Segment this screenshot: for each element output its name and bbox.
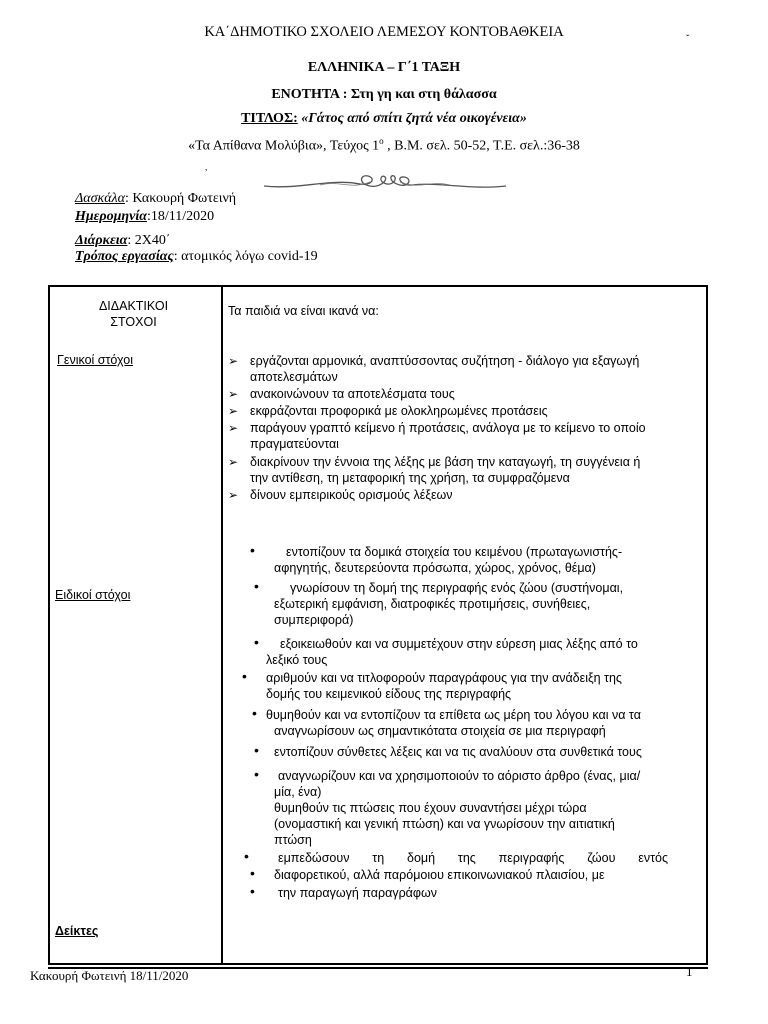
source-part-b: , Β.Μ. σελ. 50-52, Τ.Ε. σελ.:36-38 [383,138,580,154]
duration-line [75,233,171,249]
item-text-line-1: εξοικειωθούν και να συμμετέχουν στην εύρεση μιας λέξης από το [280,637,638,651]
item-text: εμπεδώσουν τη δομή της περιγραφής ζώου εντός [278,851,668,865]
item-text: εκφράζονται προφορικά με ολοκληρωμένες προτάσεις [250,404,548,418]
source-superscript: ο [379,136,384,146]
title-label: ΤΙΤΛΟΣ: [241,111,298,126]
item-text-line-1: θυμηθούν και να εντοπίζουν τα επίθετα ως μέρη του λόγου και να τα [266,708,641,722]
teacher-label: Δασκάλα [75,191,125,206]
item-text-line-3: πτώση [274,833,312,847]
bullet-icon: • [250,883,255,899]
bullet-icon: • [254,742,259,758]
item-text-line-2: αποτελεσμάτων [250,370,338,384]
bullet-icon: • [250,865,255,881]
school-name: ΚΑ΄ΔΗΜΟΤΙΚΟ ΣΧΟΛΕΙΟ ΛΕΜΕΣΟΥ ΚΟΝΤΟΒΑΘΚΕΙΑ [204,24,564,40]
table-left-heading [48,298,219,330]
teacher-value: : Κακουρή Φωτεινή [124,191,237,206]
item-text-line-1: εργάζονται αρμονικά, αναπτύσσοντας συζήτηση - διάλογο για εξαγωγή [250,354,640,368]
work-mode-label: Τρόπος εργασίας [75,249,174,264]
item-text: δίνουν εμπειρικούς ορισμούς λέξεων [250,488,453,502]
item-text: διαφορετικού, αλλά παρόμοιου επικοινωνιακού πλαισίου, με [274,868,605,882]
bullet-icon: • [252,705,257,721]
work-mode-value: : ατομικός λόγω covid-19 [173,249,318,264]
bullet-icon: • [242,668,247,684]
page-number: 1 [686,964,693,979]
heading-line-1: ΔΙΔΑΚΤΙΚΟΙ [98,299,169,313]
indicators-label: Δείκτες [55,924,99,938]
item-text-line-1: διακρίνουν την έννοια της λέξης με βάση την καταγωγή, τη συγγένεια ή [250,455,641,469]
item-text-line-2: (ονομαστική και γενική πτώση) και να γνωρίσουν την αιτιατική [274,817,615,831]
teacher-line [75,191,236,207]
bullet-icon: • [254,766,259,782]
column-divider [221,287,223,963]
objectives-intro: Τα παιδιά να είναι ικανά να: [228,304,379,318]
item-text: ανακοινώνουν τα αποτελέσματα τους [250,387,455,401]
arrow-bullet-icon: ➢ [228,488,239,502]
item-text-line-3: συμπεριφορά) [274,613,354,627]
item-text-line-1: αριθμούν και να τιτλοφορούν παραγράφους για την ανάδειξη της [266,671,622,685]
item-text-line-2: αναγνωρίσουν ως σημαντικότατα στοιχεία σε μια περιγραφή [274,724,606,738]
arrow-bullet-icon: ➢ [228,404,239,418]
date-line [75,209,214,225]
item-text-line-2: λεξικό τους [266,653,328,667]
item-text-line-1: παράγουν γραπτό κείμενο ή προτάσεις, ανάλογα με το κείμενο το οποίο [250,421,646,435]
ornament-divider-icon [260,168,510,198]
heading-line-2: ΣΤΟΧΟΙ [110,315,157,329]
title-value: «Γάτος από σπίτι ζητά νέα οικογένεια» [297,111,527,126]
arrow-bullet-icon: ➢ [228,455,239,469]
item-text-line-2: μία, ένα) [274,785,322,799]
item-text-line-2: πραγματεύονται [250,437,339,451]
item-text: την παραγωγή παραγράφων [278,886,438,900]
work-mode-line [75,249,318,265]
item-text: εντοπίζουν σύνθετες λέξεις και να τις αναλύουν στα συνθετικά τους [274,745,642,759]
item-text-line-1: θυμηθούν τις πτώσεις που έχουν συναντήσει μέχρι τώρα [274,801,587,815]
bullet-icon: • [250,542,255,558]
lesson-title [0,111,768,127]
general-objectives-label: Γενικοί στόχοι [57,353,134,367]
item-text-line-2: δομής του κειμενικού είδους της περιγραφής [266,687,512,701]
book-source [0,136,768,155]
date-label: Ημερομηνία [75,209,147,224]
item-text-line-2: εξωτερική εμφάνιση, διατροφικές προτιμήσεις, συνήθειες, [274,597,591,611]
item-text-line-2: αφηγητής, δευτερεύοντα πρόσωπα, χώρος, χρόνος, θέμα) [274,561,596,575]
footer-author-date: Κακουρή Φωτεινή 18/11/2020 [30,968,189,983]
duration-label: Διάρκεια [75,233,128,248]
date-value: :18/11/2020 [146,209,215,224]
item-text-line-1: αναγνωρίζουν και να χρησιμοποιούν το αόριστο άρθρο (ένας, μια/ [278,769,641,783]
item-text-line-1: γνωρίσουν τη δομή της περιγραφής ενός ζώου (συστήνομαι, [290,581,624,595]
arrow-bullet-icon: ➢ [228,421,239,435]
unit-heading: ΕΝΟΤΗΤΑ : Στη γη και στη θάλασσα [271,87,497,102]
bullet-icon: • [254,578,259,594]
stray-mark: ˇ [686,34,690,45]
bullet-icon: • [254,634,259,650]
item-text-line-2: την αντίθεση, τη μεταφορική της χρήση, τα συμφραζόμενα [250,471,570,485]
duration-value: : 2Χ40΄ [127,233,171,248]
bullet-icon: • [244,848,249,864]
item-text-line-1: εντοπίζουν τα δομικά στοιχεία του κειμένου (πρωταγωνιστής- [286,545,623,559]
arrow-bullet-icon: ➢ [228,354,239,368]
specific-objectives-label: Ειδικοί στόχοι [55,588,131,602]
stray-mark-2: , [205,162,208,172]
source-part-a: «Τα Απίθανα Μολύβια», Τεύχος 1 [188,138,380,154]
arrow-bullet-icon: ➢ [228,387,239,401]
subject-class: ΕΛΛΗΝΙΚΑ – Γ΄1 ΤΑΞΗ [307,60,461,75]
